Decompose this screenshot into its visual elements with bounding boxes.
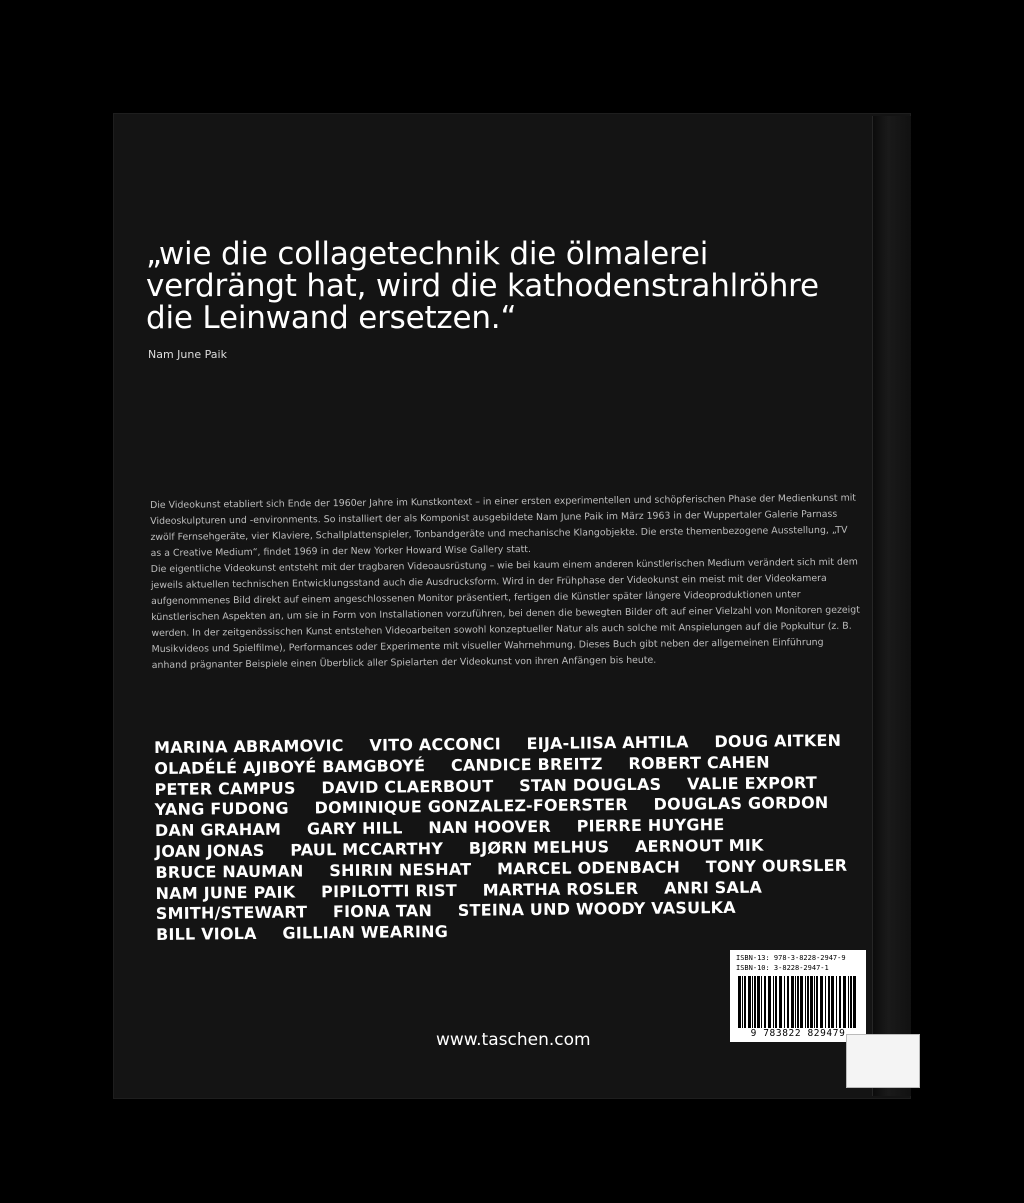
- artist-name: TONY OURSLER: [705, 855, 848, 877]
- artist-name: FIONA TAN: [332, 901, 433, 922]
- artist-name: ANRI SALA: [664, 877, 763, 898]
- price-sticker: [846, 1034, 920, 1088]
- artist-list: [154, 730, 876, 945]
- artist-name: PIERRE HUYGHE: [576, 815, 725, 836]
- book-spine: [872, 116, 911, 1096]
- artist-name: PIPILOTTI RIST: [320, 880, 458, 901]
- artist-name: AERNOUT MIK: [634, 835, 764, 856]
- artist-name: OLADÉLÉ AJIBOYÉ BAMGBOYÉ: [154, 755, 426, 778]
- blurb-paragraph: Die Videokunst etabliert sich Ende der 1960er Jahre im Kunstkontext – in einer ersten experimentellen und schöpferischen Phase der Medienkunst mit Videoskulpturen und -environments. So installiert der als Komponist ausgebildete Nam June Paik im März 1963 in der Wuppertaler Galerie Parnass zwölf Fernsehgeräte, vier Klaviere, Schallplattenspieler, Tonbandgeräte und mechanische Klangobjekte. Die erste themenbezogene Ausstellung, „TV as a Creative Medium“, findet 1969 in der New Yorker Howard Wise Gallery statt.: [150, 492, 857, 559]
- artist-name: JOAN JONAS: [155, 840, 265, 861]
- artist-name: VALIE EXPORT: [686, 772, 817, 794]
- artist-name: GARY HILL: [306, 818, 403, 839]
- artist-name: PAUL MCCARTHY: [290, 838, 444, 860]
- artist-name: DAN GRAHAM: [154, 819, 282, 841]
- blurb-text: [150, 491, 862, 674]
- artist-name: MARCEL ODENBACH: [496, 857, 681, 879]
- artist-name: BRUCE NAUMAN: [155, 861, 304, 882]
- artist-name: VITO ACCONCI: [369, 734, 501, 755]
- artist-name: DAVID CLAERBOUT: [321, 776, 494, 797]
- artist-name: STEINA UND WOODY VASULKA: [457, 898, 736, 921]
- artist-name: NAM JUNE PAIK: [155, 882, 296, 903]
- artist-name: ROBERT CAHEN: [628, 752, 770, 773]
- artist-name: BJØRN MELHUS: [468, 837, 610, 858]
- cover-quote: „wie die collagetechnik die ölmalerei verdrängt hat, wird die kathodenstrahlröhre die Leinwand ersetzen.“: [146, 236, 819, 336]
- artist-name: BILL VIOLA: [155, 924, 257, 945]
- artist-name: YANG FUDONG: [154, 798, 289, 820]
- barcode-icon: [736, 976, 860, 1028]
- artist-name: MARTHA ROSLER: [482, 878, 639, 900]
- artist-name: DOUGLAS GORDON: [653, 793, 829, 815]
- artist-name: PETER CAMPUS: [154, 778, 296, 799]
- artist-name: GILLIAN WEARING: [282, 922, 449, 943]
- artist-name: NAN HOOVER: [428, 817, 551, 838]
- artist-name: SHIRIN NESHAT: [329, 859, 472, 880]
- artist-name: STAN DOUGLAS: [519, 774, 662, 795]
- artist-name: DOUG AITKEN: [714, 730, 842, 752]
- artist-name: DOMINIQUE GONZALEZ-FOERSTER: [314, 795, 628, 818]
- artist-name: CANDICE BREITZ: [450, 754, 603, 775]
- artist-name: MARINA ABRAMOVIC: [154, 736, 344, 757]
- quote-author: Nam June Paik: [148, 348, 227, 361]
- barcode-label: [730, 950, 866, 1042]
- artist-name: SMITH/STEWART: [155, 902, 308, 924]
- barcode-number: 9 783822 829479: [750, 1028, 846, 1039]
- blurb-paragraph: Die eigentliche Videokunst entsteht mit der tragbaren Videoausrüstung – wie bei kaum einem anderen künstlerischen Medium verändert sich mit dem jeweils aktuellen technischen Entwicklungsstand auch die Ausdrucksform. Wird in der Frühphase der Videokunst ein meist mit der Videokamera aufgenommenes Bild direkt auf einem angeschlossenen Monitor präsentiert, fertigen die Künstler später längere Videoproduktionen unter künstlerischen Aspekten an, um sie in Form von Installationen vorzuführen, bei denen die bewegten Bilder oft auf einer Vielzahl von Monitoren gezeigt werden. In der zeitgenössischen Kunst entstehen Videoarbeiten sowohl konzeptueller Natur als auch solche mit Anspielungen auf die Popkultur (z. B. Musikvideos und Spielfilme), Performances oder Experimente mit visueller Wahrnehmung. Dieses Buch gibt neben der allgemeinen Einführung anhand prägnanter Beispiele einen Überblick aller Spielarten der Videokunst von ihren Anfängen bis heute.: [150, 556, 860, 671]
- publisher-website: www.taschen.com: [436, 1030, 591, 1050]
- isbn-13: ISBN-13: 978-3-8228-2947-9: [736, 954, 846, 962]
- isbn-10: ISBN-10: 3-8228-2947-1: [736, 964, 829, 972]
- artist-name: EIJA-LIISA AHTILA: [526, 732, 689, 754]
